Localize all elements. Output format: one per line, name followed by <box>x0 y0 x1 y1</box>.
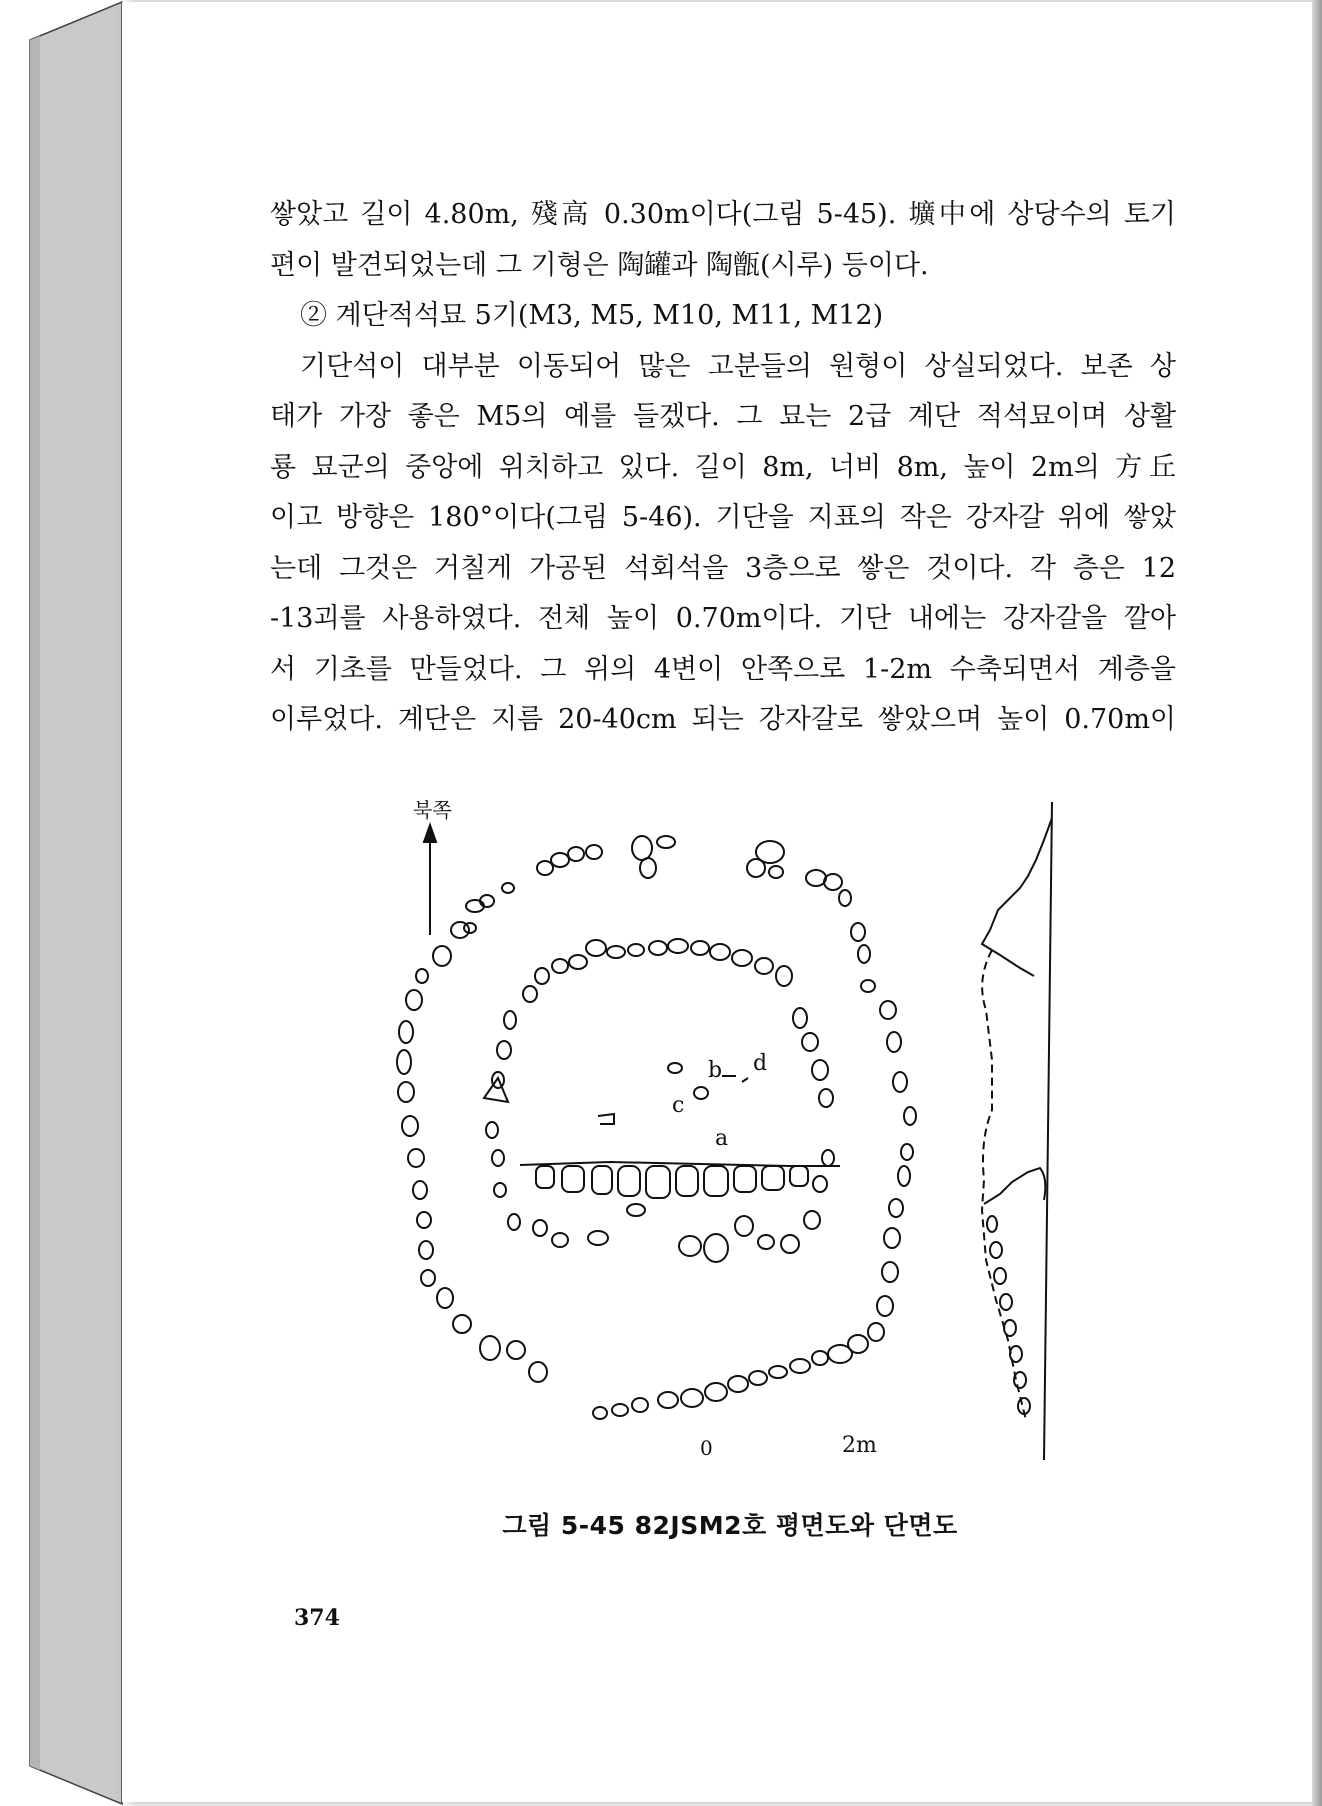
point-label-b: b <box>708 1058 723 1083</box>
page-edge <box>1312 0 1322 1806</box>
north-label: 북쪽 <box>413 798 452 822</box>
artifact-mark <box>598 1114 614 1124</box>
artifact-mark <box>722 1076 748 1082</box>
text-line: 이고 방향은 180°이다(그림 5-46). 기단을 지표의 작은 강자갈 위에 쌓았 <box>270 502 1176 533</box>
text-line: 기단석이 대부분 이동되어 많은 고분들의 원형이 상실되었다. 보존 상 <box>300 350 1176 382</box>
text-line: 태가 가장 좋은 M5의 예를 들겠다. 그 묘는 2급 계단 적석묘이며 상활 <box>270 401 1176 432</box>
text-line: 쌓았고 길이 4.80m, 殘高 0.30m이다(그림 5-45). 壙中에 상당수의 토기 <box>270 199 1176 230</box>
book-spine <box>0 0 130 1806</box>
section-baseline <box>1044 802 1052 1460</box>
text-line: 이루었다. 계단은 지름 20-40cm 되는 강자갈로 쌓았으며 높이 0.70m이 <box>270 704 1176 735</box>
outer-stone-ring <box>397 836 916 1419</box>
point-label-a: a <box>715 1126 729 1151</box>
point-label-d: d <box>753 1051 768 1076</box>
tomb-plan-figure <box>380 780 1080 1460</box>
text-line: 서 기초를 만들었다. 그 위의 4변이 안쪽으로 1-2m 수축되면서 계층을 <box>270 653 1176 685</box>
section-stones <box>987 1216 1030 1414</box>
text-line: 룡 묘군의 중앙에 위치하고 있다. 길이 8m, 너비 8m, 높이 2m의 方丘 <box>270 451 1176 483</box>
artifact-mark <box>668 1063 682 1073</box>
scale-start-label: 0 <box>700 1436 713 1460</box>
inner-stone-ring <box>484 939 834 1262</box>
section-profile-dashed <box>982 950 1026 1420</box>
figure-caption: 그림 5-45 82JSM2호 평면도와 단면도 <box>502 1511 958 1540</box>
list-heading: ② 계단적석묘 5기(M3, M5, M10, M11, M12) <box>300 300 884 331</box>
text-line: 는데 그것은 거칠게 가공된 석회석을 3층으로 쌓은 것이다. 각 층은 12 <box>270 552 1176 584</box>
point-label-c: c <box>672 1093 685 1118</box>
scale-end-label: 2m <box>842 1433 877 1458</box>
north-arrow-head <box>424 825 436 842</box>
section-profile-upper <box>982 818 1052 976</box>
page-number: 374 <box>294 1605 340 1631</box>
text-line: -13괴를 사용하였다. 전체 높이 0.70m이다. 기단 내에는 강자갈을 깔아 <box>270 603 1176 634</box>
section-profile-lower <box>984 1168 1045 1204</box>
text-line: 편이 발견되었는데 그 기형은 陶罐과 陶甑(시루) 등이다. <box>270 249 929 281</box>
body-text <box>270 190 1176 746</box>
artifact-mark <box>694 1087 708 1099</box>
central-stone-row <box>520 1162 840 1198</box>
